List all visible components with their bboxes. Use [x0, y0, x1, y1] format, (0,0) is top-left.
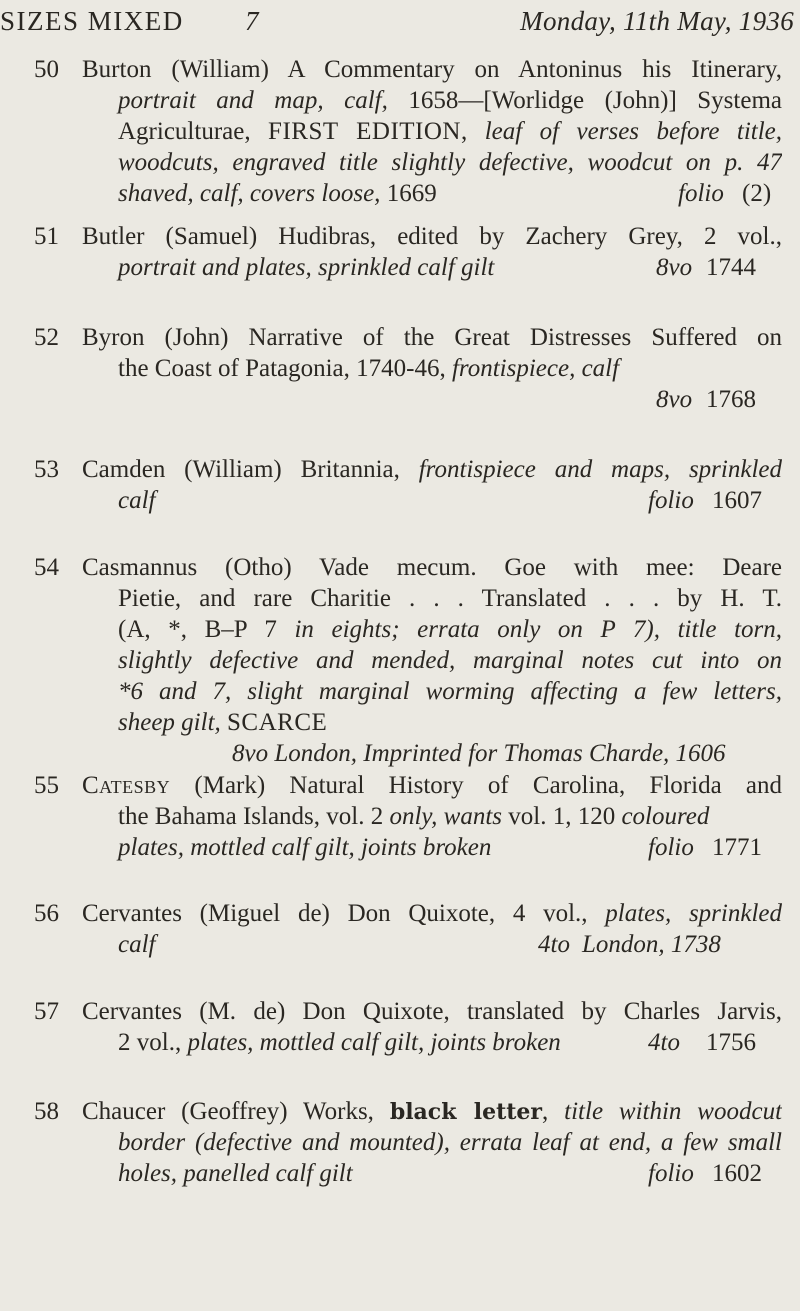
description-line: slightly defective and mended, marginal notes cut into on	[118, 647, 782, 674]
description-line: sheep gilt, SCARCE	[118, 709, 328, 736]
description-line: 8vo 1768	[656, 386, 756, 413]
lot-description	[82, 221, 782, 283]
description-line: calf 4to London, 1738	[118, 931, 721, 958]
description-line: Cervantes (M. de) Don Quixote, translated by Charles Jarvis,	[82, 998, 782, 1025]
description-line: calf folio 1607	[118, 487, 762, 514]
lot-number: 56	[34, 900, 59, 927]
description-line: the Coast of Patagonia, 1740-46, frontispiece, calf	[118, 355, 620, 382]
lot-description	[82, 770, 782, 863]
lot-description	[82, 454, 782, 516]
page-number: 7	[245, 6, 259, 36]
description-line: plates, mottled calf gilt, joints broken folio 1771	[118, 834, 762, 861]
lot-description	[82, 54, 782, 209]
lot-description	[82, 996, 782, 1058]
description-line: the Bahama Islands, vol. 2 only, wants vol. 1, 120 coloured	[118, 803, 710, 830]
lot-description	[82, 322, 782, 415]
description-line: 2 vol., plates, mottled calf gilt, joints broken 4to 1756	[118, 1029, 756, 1056]
description-line: Butler (Samuel) Hudibras, edited by Zachery Grey, 2 vol.,	[82, 223, 782, 250]
description-line: Catesby (Mark) Natural History of Carolina, Florida and	[82, 772, 782, 799]
description-line: *6 and 7, slight marginal worming affecting a few letters,	[118, 678, 782, 705]
lot-number: 54	[34, 554, 59, 581]
sale-date: Monday, 11th May, 1936	[520, 6, 794, 36]
page-header	[0, 6, 800, 42]
description-line: Pietie, and rare Charitie . . . Translated . . . by H. T.	[118, 585, 782, 612]
description-line: Casmannus (Otho) Vade mecum. Goe with mee: Deare	[82, 554, 782, 581]
lot-number: 55	[34, 772, 59, 799]
description-line: Chaucer (Geoffrey) Works, black letter, title within woodcut	[82, 1098, 782, 1125]
description-line: Cervantes (Miguel de) Don Quixote, 4 vol., plates, sprinkled	[82, 900, 782, 927]
lot-number: 52	[34, 324, 59, 351]
lot-number: 53	[34, 456, 59, 483]
description-line: 8vo London, Imprinted for Thomas Charde, 1606	[232, 740, 726, 767]
description-line: border (defective and mounted), errata leaf at end, a few small	[118, 1129, 782, 1156]
section-title: SIZES MIXED	[0, 6, 184, 36]
lot-number: 57	[34, 998, 59, 1025]
lot-number: 50	[34, 56, 59, 83]
lot-description	[82, 1096, 782, 1189]
description-line: holes, panelled calf gilt folio 1602	[118, 1160, 762, 1187]
description-line: Agriculturae, FIRST EDITION, leaf of verses before title,	[118, 118, 782, 145]
description-line: shaved, calf, covers loose, 1669 folio (2)	[118, 180, 772, 207]
lot-number: 58	[34, 1098, 59, 1125]
lot-description	[82, 898, 782, 960]
description-line: Byron (John) Narrative of the Great Distresses Suffered on	[82, 324, 782, 351]
description-line: portrait and map, calf, 1658—[Worlidge (John)] Systema	[118, 87, 782, 114]
lot-description	[82, 552, 782, 769]
description-line: Burton (William) A Commentary on Antoninus his Itinerary,	[82, 56, 782, 83]
description-line: woodcuts, engraved title slightly defective, woodcut on p. 47	[118, 149, 782, 176]
lot-number: 51	[34, 223, 59, 250]
description-line: Camden (William) Britannia, frontispiece and maps, sprinkled	[82, 456, 782, 483]
description-line: portrait and plates, sprinkled calf gilt 8vo 1744	[118, 254, 756, 281]
description-line: (A, *, B–P 7 in eights; errata only on P 7), title torn,	[118, 616, 782, 643]
